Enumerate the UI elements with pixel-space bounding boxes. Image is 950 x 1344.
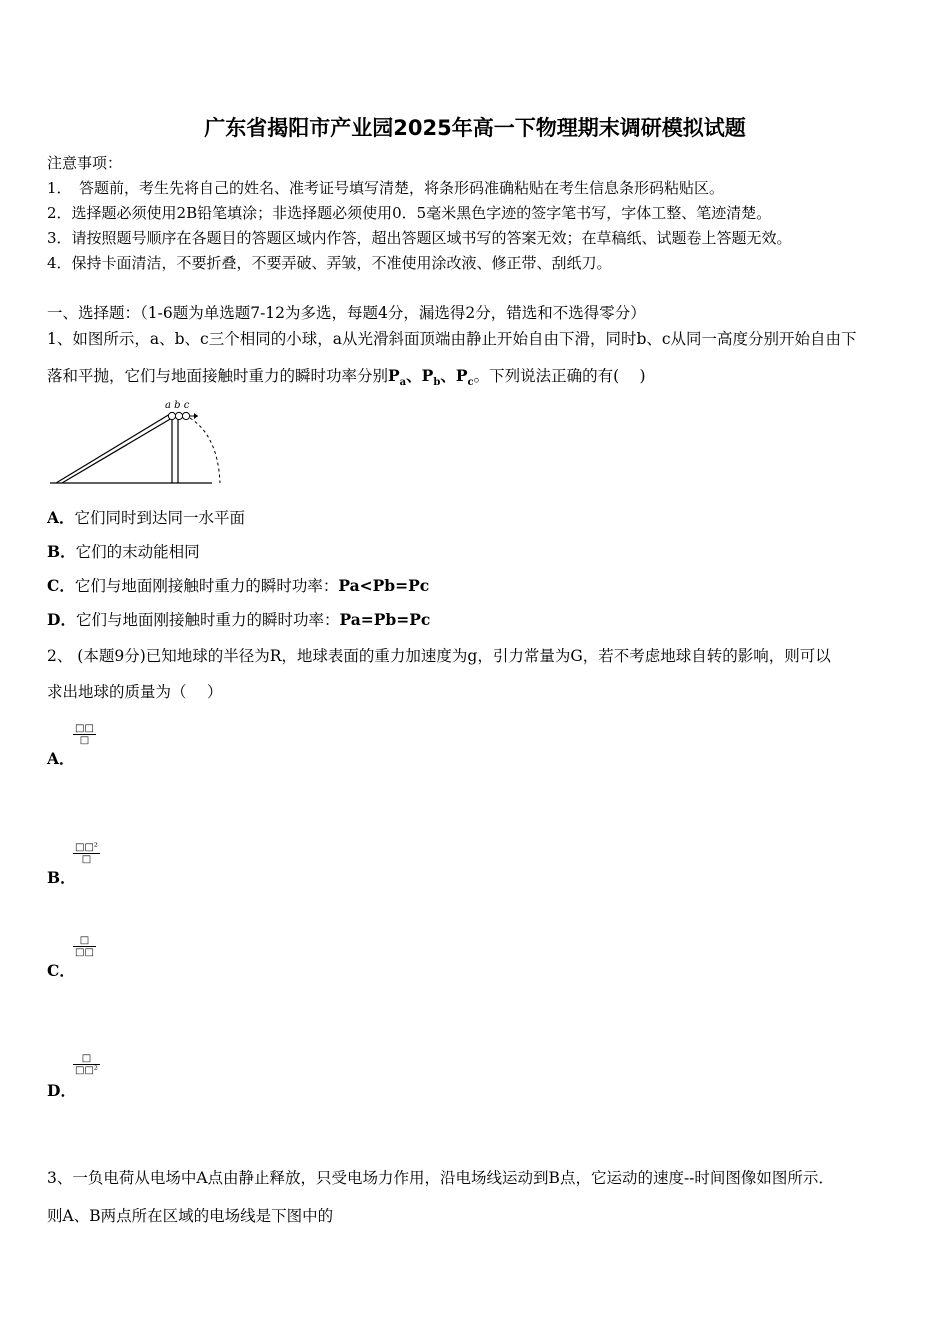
ball-labels: a b c (165, 400, 190, 411)
q1-option-b[interactable]: B．它们的末动能相同 (47, 542, 200, 561)
ball-a (168, 412, 175, 419)
q2-option-a-fraction: □□ □ (75, 723, 94, 746)
ball-b (175, 412, 182, 419)
q2-option-d[interactable]: D． (47, 1081, 76, 1100)
q1-option-c[interactable]: C．它们与地面刚接触时重力的瞬时功率：Pa<Pb=Pc (47, 576, 430, 595)
q3-line2: 则A、B两点所在区域的电场线是下图中的 (47, 1207, 334, 1225)
q1-option-d-formula: Pa=Pb=Pc (339, 610, 431, 629)
q2-line2: 求出地球的质量为（ ） (47, 683, 223, 701)
ball-c (182, 412, 189, 419)
q2-option-a[interactable]: A． (47, 749, 75, 768)
q2-line1: 2、 (本题9分)已知地球的半径为R，地球表面的重力加速度为g，引力常量为G，若不考虑地球自转的影响，则可以 (47, 647, 831, 665)
notes-heading: 注意事项： (47, 154, 123, 172)
q1-line1: 1、如图所示，a、b、c三个相同的小球，a从光滑斜面顶端由静止开始自由下滑，同时b、c从同一高度分别开始自由下 (47, 330, 857, 348)
note-item-3: 3．请按照题号顺序在各题目的答题区域内作答，超出答题区域书写的答案无效；在草稿纸、试题卷上答题无效。 (47, 229, 792, 247)
note-item-4: 4．保持卡面清洁，不要折叠，不要弄破、弄皱，不准使用涂改液、修正带、刮纸刀。 (47, 254, 612, 272)
note-item-2: 2．选择题必须使用2B铅笔填涂；非选择题必须使用0．5毫米黑色字迹的签字笔书写，字体工整、笔迹清楚。 (47, 204, 772, 222)
q2-option-c[interactable]: C． (47, 961, 75, 980)
q2-option-b-fraction: □□² □ (75, 842, 98, 865)
page-title: 广东省揭阳市产业园2025年高一下物理期末调研模拟试题 (204, 116, 746, 140)
q1-option-d[interactable]: D．它们与地面刚接触时重力的瞬时功率：Pa=Pb=Pc (47, 610, 431, 629)
q2-option-b[interactable]: B． (47, 868, 76, 887)
q2-option-c-fraction: □ □□ (75, 935, 94, 958)
note-item-1: 1． 答题前，考生先将自己的姓名、准考证号填写清楚，将条形码准确粘贴在考生信息条形码粘贴区。 (47, 179, 725, 197)
q1-option-c-formula: Pa<Pb=Pc (338, 576, 430, 595)
q3-line1: 3、一负电荷从电场中A点由静止释放，只受电场力作用，沿电场线运动到B点，它运动的速度--时间图像如图所示． (47, 1169, 834, 1187)
q1-option-a[interactable]: A．它们同时到达同一水平面 (47, 508, 246, 527)
section-heading: 一、选择题：（1-6题为单选题7-12为多选，每题4分，漏选得2分，错选和不选得零分） (47, 304, 646, 322)
q1-line2: 落和平抛，它们与地面接触时重力的瞬时功率分别$P_a$、$P_b$、$P_c$。下列说法正确的有( ) (47, 366, 646, 389)
q2-option-d-fraction: □ □□² (75, 1053, 98, 1076)
incline-figure (48, 396, 228, 488)
